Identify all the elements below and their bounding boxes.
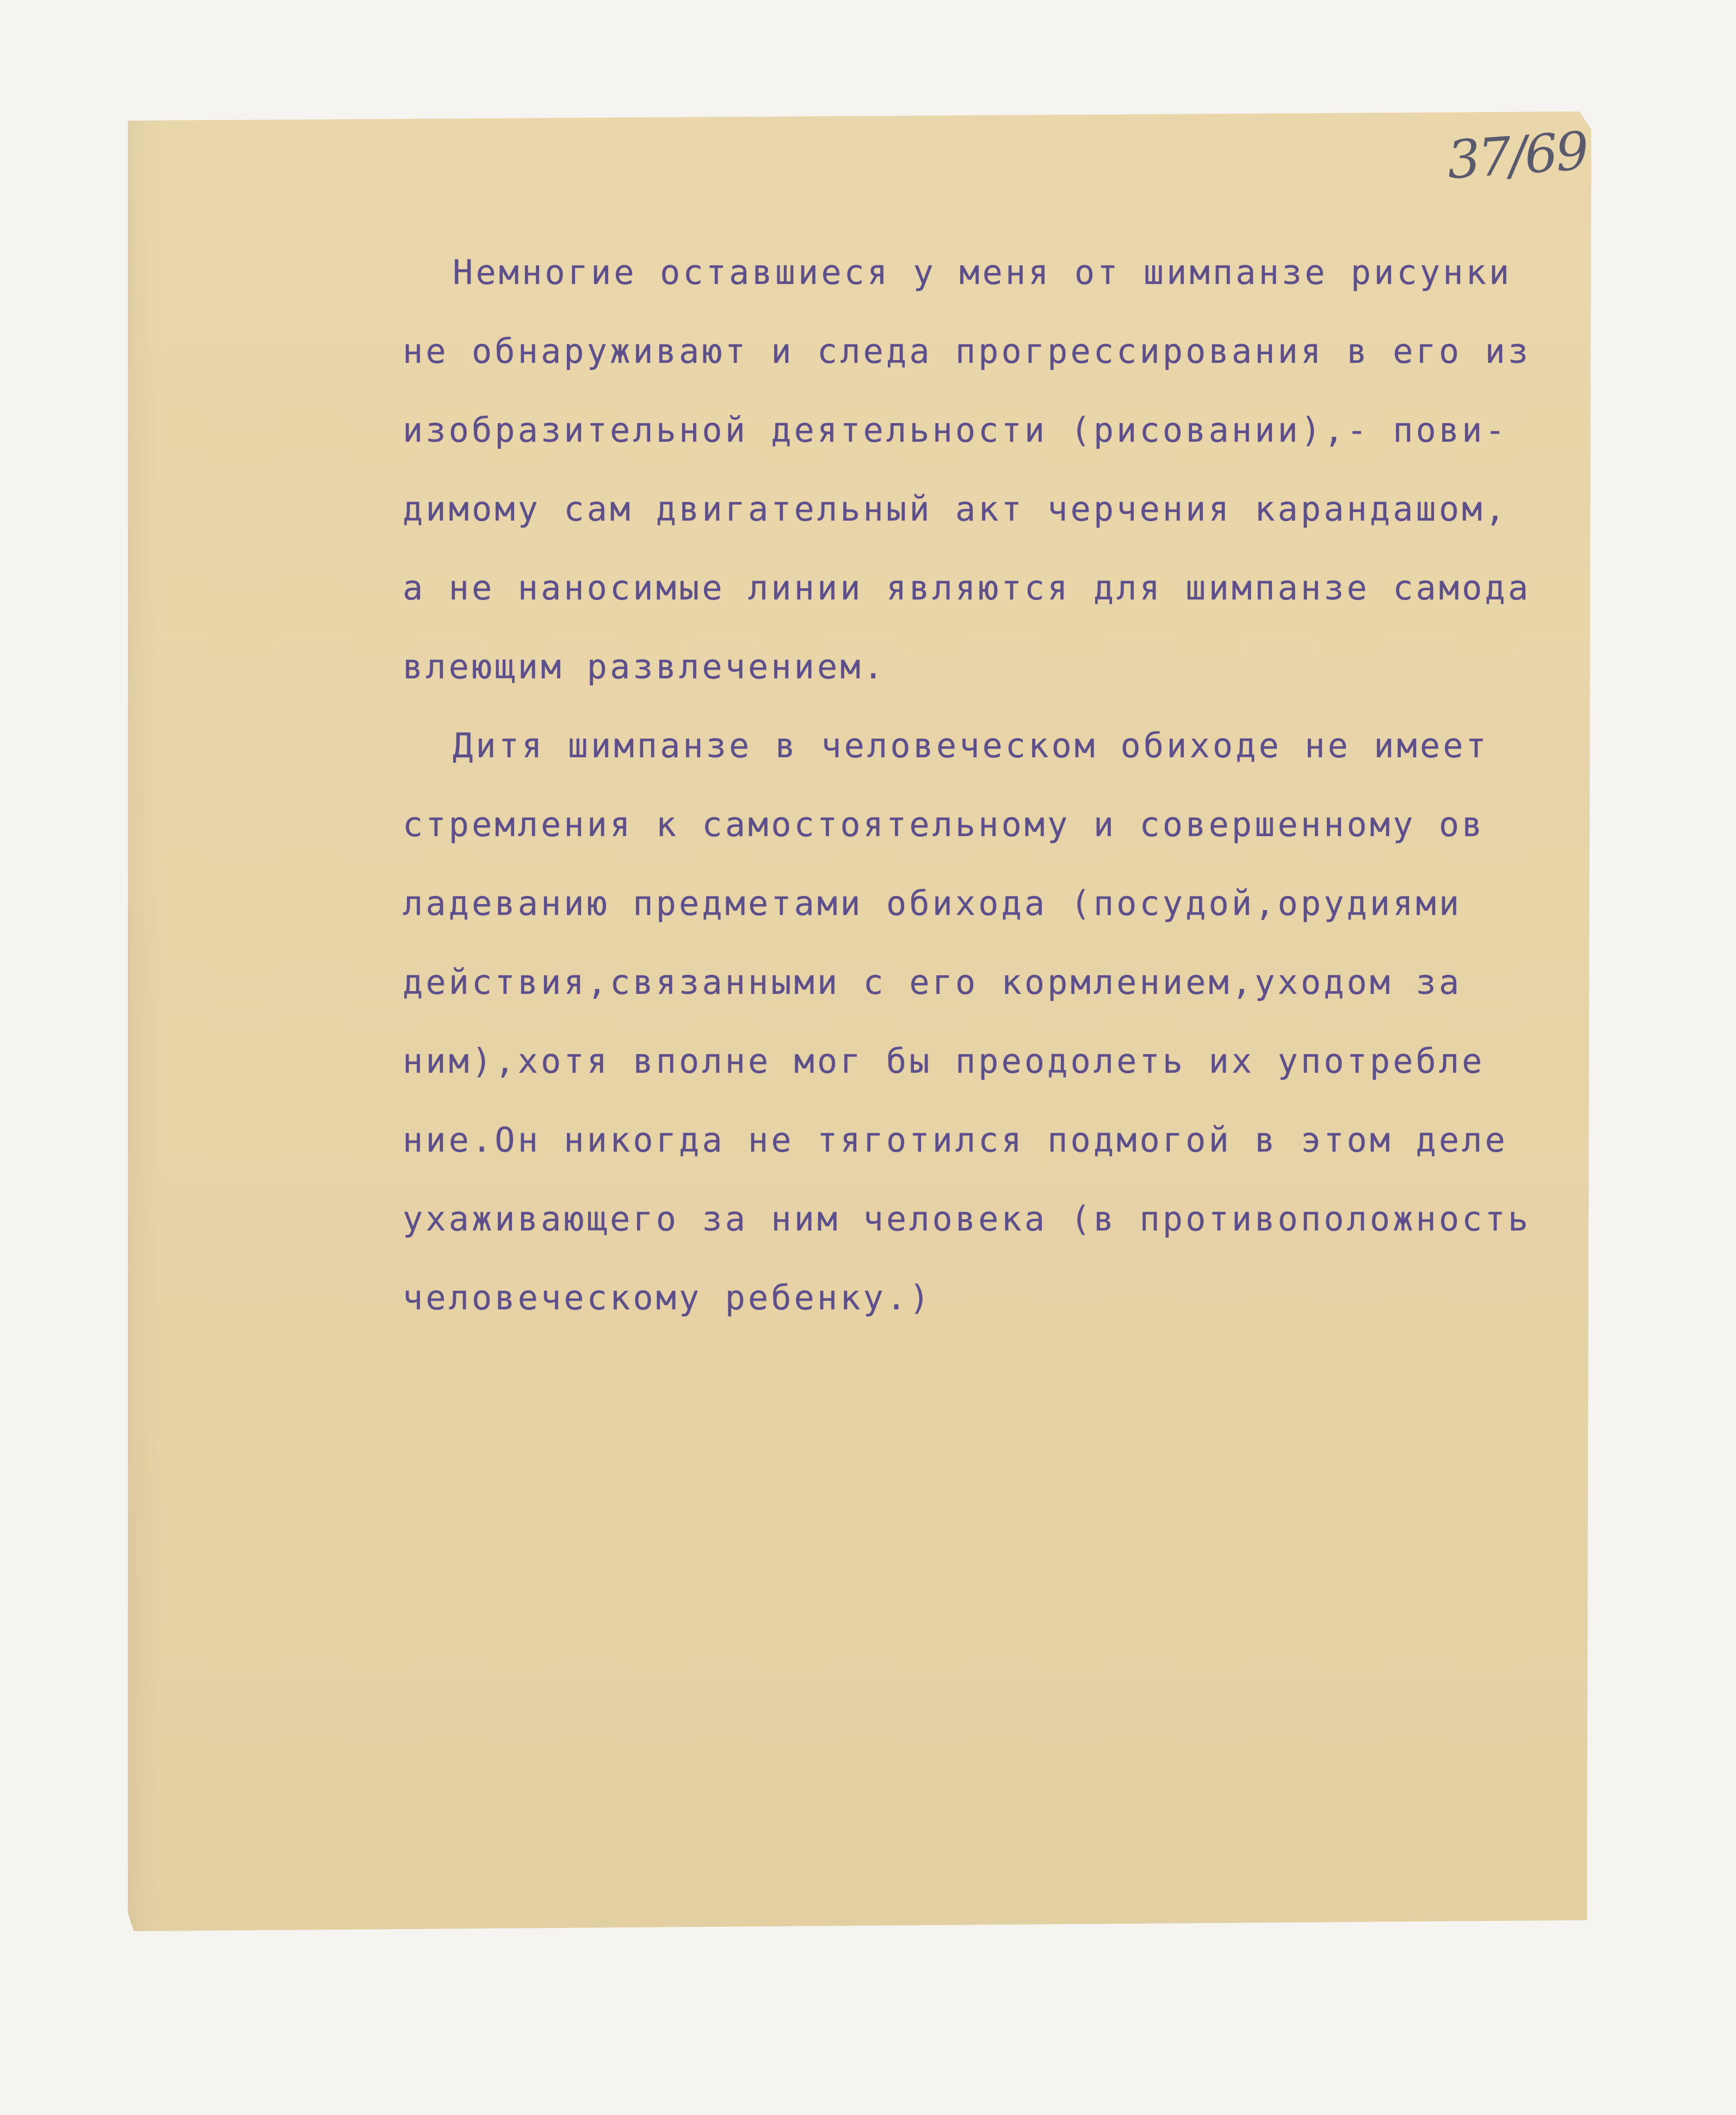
text-line: ние.Он никогда не тяготился подмогой в этом деле: [403, 1120, 1508, 1160]
text-line: изобразительной деятельности (рисовании),- пови-: [403, 410, 1508, 450]
text-line: стремления к самостоятельному и совершенному ов: [403, 805, 1485, 844]
text-line: а не наносимые линии являются для шимпанзе самода: [403, 568, 1531, 608]
text-line: димому сам двигательный акт черчения карандашом,: [403, 489, 1508, 529]
text-line: не обнаруживают и следа прогрессирования в его из: [403, 331, 1531, 371]
text-line: ухаживающего за ним человека (в противоположность: [403, 1199, 1531, 1239]
text-line: ладеванию предметами обихода (посудой,орудиями: [403, 883, 1462, 923]
typed-text-block: [403, 233, 1599, 1337]
text-line: человеческому ребенку.): [403, 1278, 932, 1318]
text-line: Немногие оставшиеся у меня от шимпанзе рисунки: [453, 252, 1512, 292]
page-number: 37/69: [1445, 120, 1589, 191]
text-line: ним),хотя вполне мог бы преодолеть их употребле: [403, 1041, 1485, 1081]
text-line: действия,связанными с его кормлением,уходом за: [403, 962, 1462, 1002]
text-line: Дитя шимпанзе в человеческом обиходе не имеет: [453, 726, 1489, 765]
text-line: влеющим развлечением.: [403, 647, 886, 687]
